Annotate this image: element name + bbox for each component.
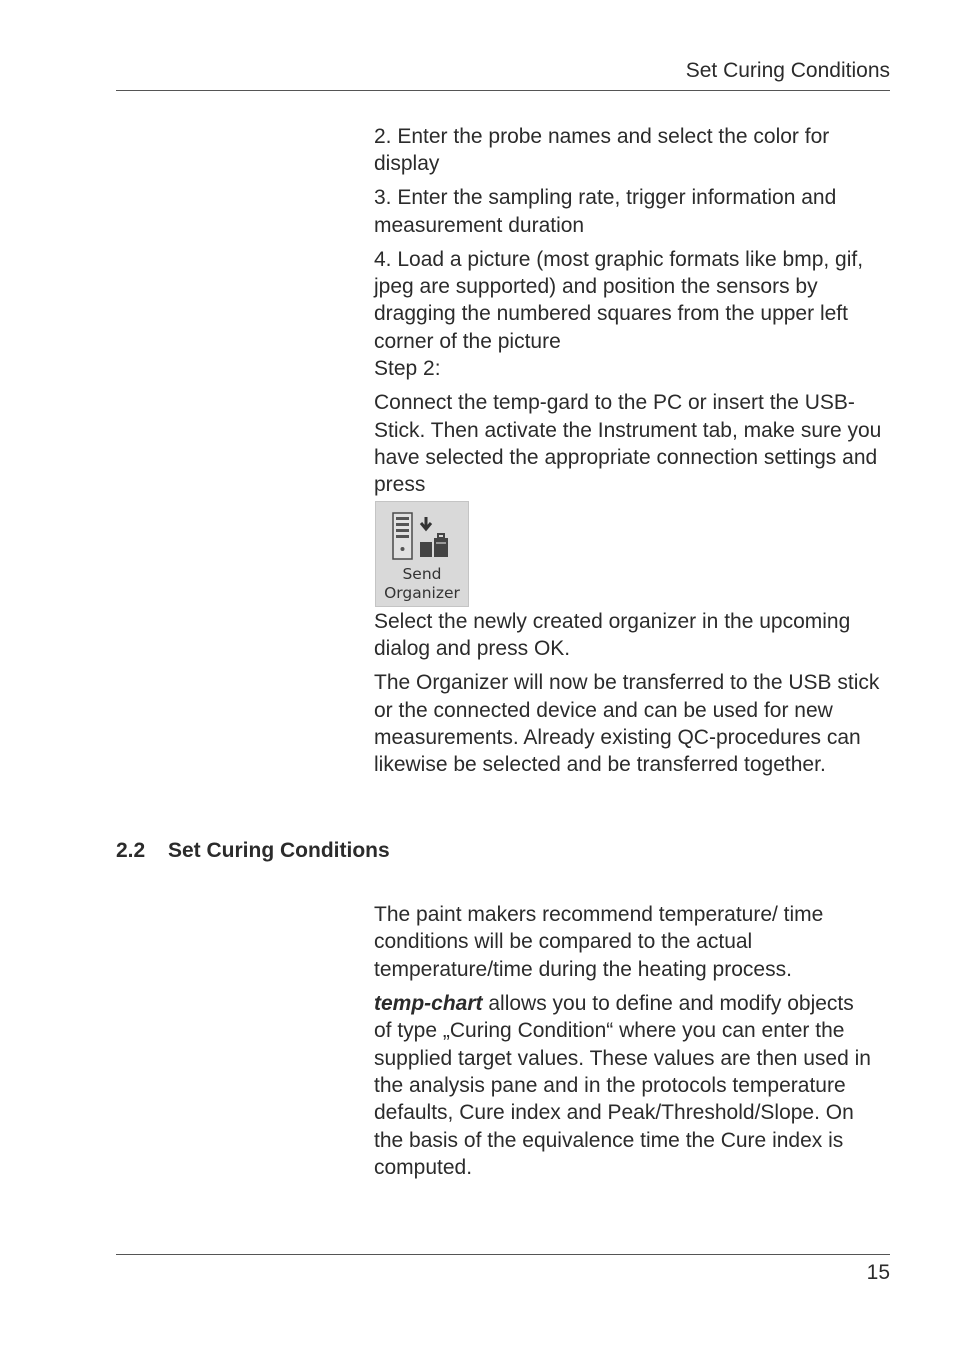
section-body-text: allows you to define and modify objects of type „Curing Condition“ where you can enter the supplied target values. These values are then used in the analysis pane and in the protocols temperature defaults, Cure index and Peak/Threshold/Slope. On the basis of the equivalence time the Cure index is computed. <box>374 991 871 1180</box>
section-intro: The paint makers recommend temperature/ time conditions will be compared to the actual temperature/time during the heating process. <box>374 903 824 981</box>
transfer-paragraph: The Organizer will now be transferred to the USB stick or the connected device and can be used for new measurements. Already existing QC-procedures can likewise be selected and be transferred together. <box>374 671 880 777</box>
connect-paragraph: Connect the temp-gard to the PC or insert the USB-Stick. Then activate the Instrument tab, make sure you have selected the appropriate connection settings and press <box>374 391 882 497</box>
steps-column <box>374 123 894 779</box>
send-organizer-button[interactable] <box>375 501 469 607</box>
step-2-item: 2. Enter the probe names and select the color for display <box>374 125 830 176</box>
header-rule <box>116 90 890 91</box>
product-name: temp-chart <box>374 991 483 1015</box>
select-paragraph: Select the newly created organizer in the upcoming dialog and press OK. <box>374 609 851 661</box>
section-heading <box>116 837 390 864</box>
step-4-item: 4. Load a picture (most graphic formats like bmp, gif, jpeg are supported) and position the sensors by dragging the numbered squares from the upper left corner of the picture <box>374 247 864 353</box>
step-3-item: 3. Enter the sampling rate, trigger information and measurement duration <box>374 186 837 237</box>
section-number: 2.2 <box>116 839 146 862</box>
section-body <box>374 990 874 1182</box>
send-organizer-icon <box>390 511 454 563</box>
footer-rule <box>116 1254 890 1255</box>
send-organizer-label-line1: Send <box>402 564 442 583</box>
section-column <box>374 901 874 1182</box>
section-title: Set Curing Conditions <box>168 839 390 862</box>
send-organizer-label-line2: Organizer <box>384 583 460 602</box>
running-header: Set Curing Conditions <box>685 59 890 82</box>
page-number: 15 <box>866 1261 890 1284</box>
step-label: Step 2: <box>374 357 441 381</box>
